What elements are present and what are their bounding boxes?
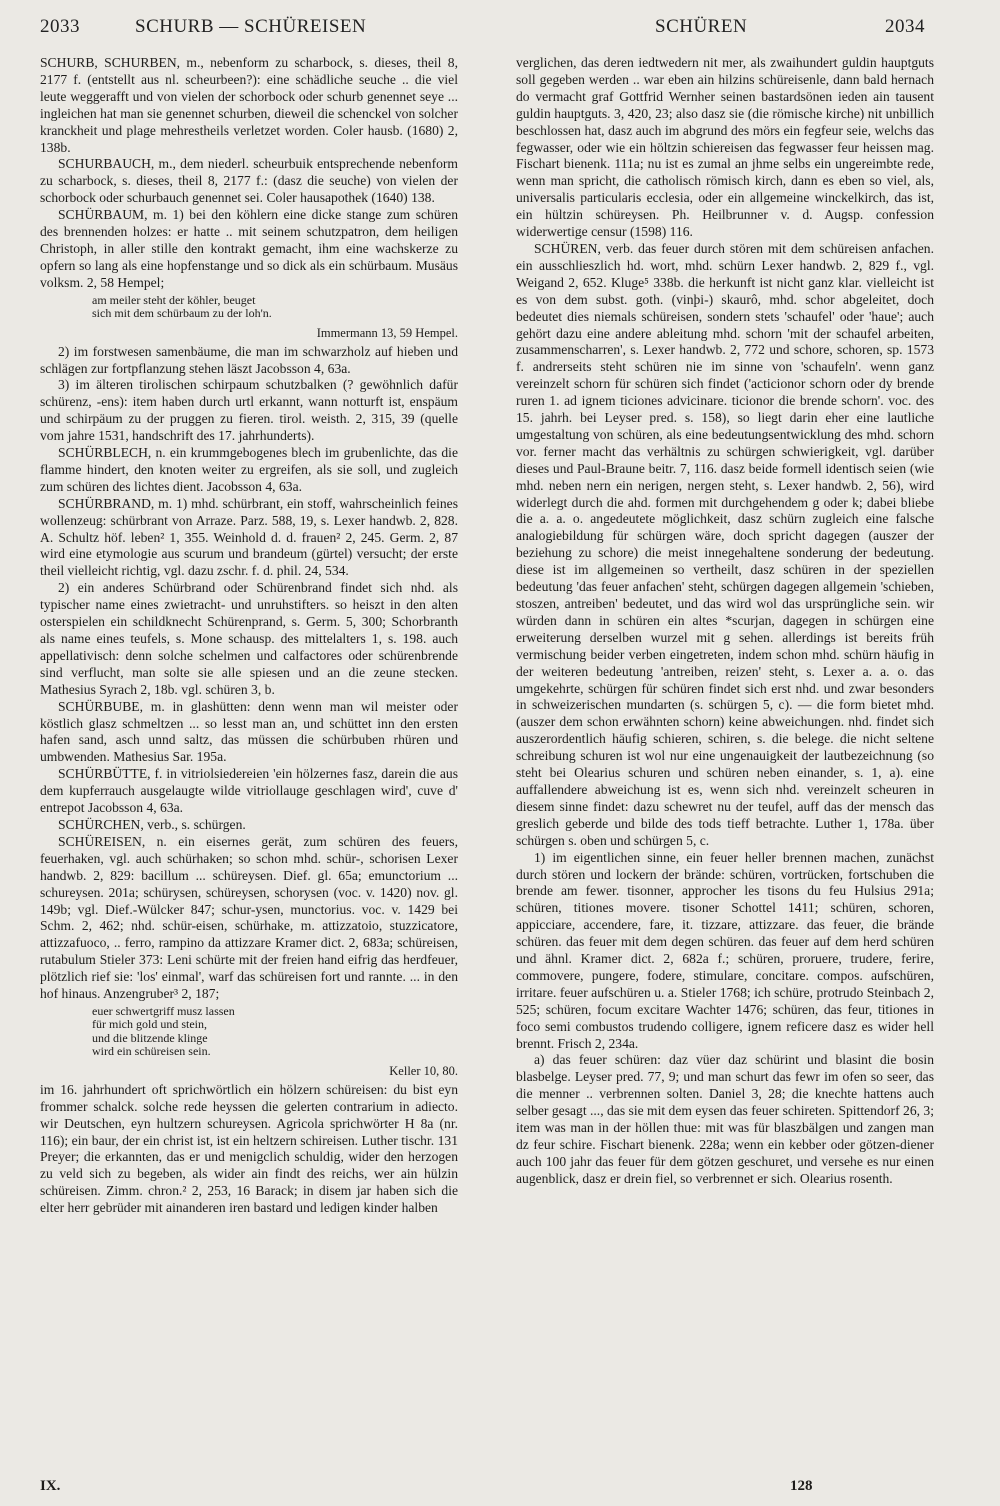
entry-paragraph: 3) im älteren tirolischen schirpaum schutzbalken (? gewöhnlich dafür schürenz, -ens): item haben durch urtl erkannt, wann notturft ist, enspäum und schirpäum zu der pruggen zu fieren. tirol. weisth. 2, 315, 39 (quelle vom jahre 1531, handschrift des 17. jahrhunderts). xyxy=(40,377,458,444)
entry-paragraph: SCHÜRBAUM, m. 1) bei den köhlern eine dicke stange zum schüren des brennenden holzes: er hatte .. mit seinem schutzpatron, dem heiligen Christoph, in aller stille den kontrakt gemacht, ihm eine wachskerze zu opfern so lang als eine hopfenstange und so dick als ein schürbaum. Musäus volksm. 2, 58 Hempel; xyxy=(40,207,458,290)
entry-paragraph: 2) im forstwesen samenbäume, die man im schwarzholz auf hieben und schlägen zur fortpflanzung stehen läszt Jacobsson 4, 63a. xyxy=(40,343,458,376)
quote-source: Immermann 13, 59 Hempel. xyxy=(316,325,458,340)
entry-paragraph: 1) im eigentlichen sinne, ein feuer heller brennen machen, zunächst durch stören und lockern der brände: schüren, vortrücken, fortschuben die brende am fewer. tisonner, approcher les tisons du feu Hulsius 291a; schüren, titiones movere. tisoner Schottel 1411; schüren, schoren, appicciare, accendere, fare, it. tizzare, attizzare. das feuer, die brände schüren. das feuer mit dem degen schüren. das feuer auf dem herd schüren und ähnl. Kramer dict. 2, 682a f.; schüren, proruere, trudere, ferire, commovere, pungere, fodere, stimulare, concitare. compos. aufschüren, irritare. feuer aufschüren u. a. Stieler 1768; ich schüre, protrudo Steinbach 2, 525; schüren, focum excitare Wachter 1476; schüren, das feur, titiones in foco semi combustos trudendo colligere, ignem reficere dasz es wider hell brennt. Frisch 2, 234a. xyxy=(516,849,934,1051)
entry-paragraph: SCHÜREN, verb. das feuer durch stören mit dem schüreisen anfachen. ein ausschlieszlich hd. wort, mhd. schürn Lexer handwb. 2, 829 f., vgl. Weigand 2, 652. Kluge⁵ 338b. die herkunft ist nicht ganz klar. vielleicht ist es von dem subst. goth. (vinþi-) skaurô, mhd. schor abgeleitet, doch bedeutet dies niemals schüreisen, sondern stets 'schaufel' oder 'haue'; auch gehört dazu eine andere ableitung mhd. schorn 'mit der schaufel arbeiten, zusammenscharren', s. Lexer handwb. 2, 772 und schore, schoren, sp. 1573 f. andrerseits steht schüren nie im sinne von 'schaufeln'. wenn ganz vereinzelt schorn für schüren sich findet ('acticionor schorn oder dy brende ruren 1. ad ignem ticiones advicinare. ticionor die brende schorn'. voc. des 15. jahrh. bei Leyser pred. s. 158), so liegt darin eher eine lautliche umgestaltung von schüren, als eine bedeutungsentwicklung des mhd. schorn vor. ferner macht das verhältnis zu schürgen schwierigkeit, vgl. darüber dieses und Paul-Braune beitr. 7, 116. dasz beide formell identisch seien (wie mhd. neben nern ein nerigen, nergen steht, s. Lexer handwb. 2, 56), wird widerlegt durch die ahd. formen mit durchgehendem g oder k; dabei bliebe die a. a. o. angedeutete möglichkeit, dasz schürn zugleich eine falsche analogiebildung für schürgen wäre, doch spricht dagegen (auszer der beziehung zu schore) die meist innegehaltene sonderung der bedeutung. diese ist im allgemeinen so vertheilt, dasz schüren in der speziellen bedeutung 'das feuer anfachen' steht, schürgen dagegen allgemein 'schieben, stoszen, antreiben' bedeutet, und das wird wol das ursprüngliche sein. wir würden dann in schüren ein altes *scurjan, dagegen in schürgen eine erweiterung derselben wurzel mit g sehen. allerdings ist bereits früh vermischung beider verben eingetreten, indem schon mhd. schürn häufig in der weiteren bedeutung 'antreiben, reizen' steht, s. Lexer a. a. o. das umgekehrte, schürgen für schüren findet sich erst nhd. und zwar besonders in schweizerischen mundarten (s. schürgen 5, c). — die form bietet mhd. (auszer dem schon erwähnten schorn) keine abweichungen. nhd. findet sich auszerordentlich häufig schieren, schiren, s. die belege. die nicht seltene schreibung schuren ist wol nur eine ungenauigkeit der lautbezeichnung (so steht bei Olearius schuren und schüren neben einander, s. 1, a). eine auffallendere abweichung ist es, wenn sich nhd. vereinzelt scheuren in diesem sinne findet: dazu schewret nu der teufel, auff das der mensch das greslich geberde und bilde des tods tieff betrachte. Luther 1, 178a. über schürgen s. oben und schürgen 5, c. xyxy=(516,240,934,848)
verse-line: wird ein schüreisen sein. xyxy=(92,1044,211,1059)
entry-paragraph: SCHÜRBÜTTE, f. in vitriolsiedereien 'ein hölzernes fasz, darein die aus dem kupferrauch ausgelaugte wilde vitriollauge geschlagen wird', cuve d' entrepot Jacobsson 4, 63a. xyxy=(40,766,458,816)
verse-line: am meiler steht der köhler, beuget xyxy=(92,292,256,307)
verse-line: und die blitzende klinge xyxy=(92,1030,208,1045)
entry-paragraph: SCHÜRCHEN, verb., s. schürgen. xyxy=(58,816,246,832)
signature-mark: IX. xyxy=(40,1478,61,1494)
entry-paragraph: a) das feuer schüren: daz vüer daz schürint und blasint die bosin blasbelge. Leyser pred. 77, 9; und man schurt das fewr im ofen so seer, das die menner .. verbrennen solten. Daniel 3, 28; die knechte hattens auch selber gesagt ..., das sie mit dem eysen das feuer schireten. Spittendorf 26, 3; item was man in der höllen thue: mit was für blaszbälgen und zangen man dz feur schire. Fischart bienenk. 228a; wenn ein kebber oder götzen-diener auch 100 jahr das feuer für dem götzen geschuret, und versehe es nur einen augenblick, dasz er drein fiel, so verbrennet er sich. Olearius rosenth. xyxy=(516,1052,934,1186)
left-page-number: 2033 xyxy=(40,16,80,37)
quote-source: Keller 10, 80. xyxy=(389,1063,458,1078)
right-running-title: SCHÜREN xyxy=(655,16,748,37)
entry-paragraph: SCHÜRBRAND, m. 1) mhd. schürbrant, ein stoff, wahrscheinlich feines wollenzeug: schürbrant von Arraze. Parz. 588, 19, s. Lexer handwb. 2, 828. A. Schultz höf. leben² 1, 355. Weinhold d. d. frauen² 2, 245. Germ. 2, 87 wird eine etymologie aus scurum und brandeum (gürtel) versucht; der erste theil vielleicht richtig, vgl. dazu zschr. f. d. phil. 24, 534. xyxy=(40,495,458,579)
right-column xyxy=(516,55,934,1188)
entry-paragraph: im 16. jahrhundert oft sprichwörtlich ein hölzern schüreisen: du bist eyn frommer schalck. solche rede heyssen die gelerten contrarium in adiecto. wir Deutschen, eyn hultzern schureysen. Agricola sprichwörter H 8a (nr. 116); ein baur, der ein christ ist, ist ein heltzern schireisen. Luther tischr. 131 Preyer; die erkannten, das er und menigclich schuldig, wider den herzogen zu veld sich zu begeben, als wider ain findt des reichs, wer ain hülzin schüreisen. Zimm. chron.² 2, 253, 16 Barack; in disem jar haben sich die elter herr gebrüder mit ainanderen iren bastard und ledigen kinder halben xyxy=(40,1081,458,1216)
verse-quote xyxy=(92,1005,458,1059)
entry-paragraph: SCHURB, SCHURBEN, m., nebenform zu scharbock, s. dieses, theil 8, 2177 f. (entstellt aus nl. scheurbeen?): eine schädliche seuche .. die viel leute weggerafft und von vielen der schorbock oder schurb genennet seye ... ingleichen hat man sie genennet schurben, dieweil die schenckel von solcher kranckheit und plage mehrestheils verletzet worden. Coler hausb. (1680) 2, 138b. xyxy=(40,55,458,155)
entry-paragraph: SCHÜRBUBE, m. in glashütten: denn wenn man wil meister oder köstlich glasz schmeltzen ... so lesst man an, und schüttet inn den ersten hafen sand, asch unnd saltz, das müssen die schürbuben rhüren und umbwenden. Mathesius Sar. 195a. xyxy=(40,698,458,765)
sheet-number: 128 xyxy=(790,1478,813,1494)
verse-line: für mich gold und stein, xyxy=(92,1017,207,1032)
left-running-title: SCHURB — SCHÜREISEN xyxy=(135,16,367,37)
entry-paragraph: SCHÜREISEN, n. ein eisernes gerät, zum schüren des feuers, feuerhaken, vgl. auch schürhaken; so schon mhd. schür-, schorisen Lexer handwb. 2, 829: bacillum ... schüreysen. Dief. gl. 65a; emunctorium ... schureysen. 201a; schürysen, schüreysen, schorysen (voc. v. 1420) nov. gl. 149b; vgl. Dief.-Wülcker 847; schur-ysen, munctorius. voc. v. 1429 bei Schm. 2, 462; nhd. schür-eisen, schürhake, m. attizzatoio, stuzzicatore, attizzafuoco, .. ferro, rampino da attizzare Kramer dict. 2, 683a; schüreisen, rutabulum Stieler 373: Leni schürte mit der freien hand eifrig das herdfeuer, plötzlich rief sie: 'los' einmal', warf das schüreisen fort und rannte. ... in den hof hinaus. Anzengruber³ 2, 187; xyxy=(40,833,458,1002)
verse-quote xyxy=(92,294,458,321)
entry-paragraph: 2) ein anderes Schürbrand oder Schürenbrand findet sich nhd. als typischer name eines zwietracht- und unruhstifters. so heiszt in den alten osterspielen ein schildknecht Schürenprand, s. Germ. 5, 300; Schorbranth als name eines teufels, s. Mone schausp. des mittelalters 1, s. 198. auch appellativisch: denn solche schelmen und calfactores oder schürenbrende sind verflucht, man solte sie alle spiesen und an die zeune stecken. Mathesius Syrach 2, 18b. vgl. schüren 3, b. xyxy=(40,580,458,697)
entry-paragraph: verglichen, das deren iedtwedern nit mer, als zwaihundert guldin hauptguts soll gegeben werden .. war eben ain hilzins schüreisenle, dann bald hernach do vermacht graf Gottfrid Wernher seinen bastardsönen ieden ain tausent guldin hauptguts. 3, 420, 23; also dasz sie (die römische kirche) nit unbillich beschlossen hat, dasz auch im abgrund des mörs ein fegfeur seie, welchs das fegwasser, oder wie ein höltzin schiereisen das fegwasser feur heissen mag. Fischart bienenk. 111a; nu ist es zumal an jhme selbs ein ungereimbte rede, wenn man spricht, die catholisch römisch kirch, dann es eben so viel, als, universalis particularis ecclesia, oder ein allgemeine winckelkirch, das ist, ein hültzin schüreysen. Ph. Heilbrunner v. d. Augsp. confession widerwertige censur (1598) 116. xyxy=(516,55,934,240)
left-column xyxy=(40,55,458,1217)
entry-paragraph: SCHURBAUCH, m., dem niederl. scheurbuik entsprechende nebenform zu scharbock, s. dieses, theil 8, 2177 f.: (dasz die seuche) von vielen der schorbock oder schurbauch genennet sei. Coler hausapothek (1640) 138. xyxy=(40,156,458,206)
right-page-number: 2034 xyxy=(885,16,925,37)
entry-paragraph: SCHÜRBLECH, n. ein krummgebogenes blech im grubenlichte, das die flamme hindert, den knoten weiter zu ergreifen, als sie soll, und zugleich zum schüren des lichtes dient. Jacobsson 4, 63a. xyxy=(40,445,458,494)
verse-line: sich mit dem schürbaum zu der loh'n. xyxy=(92,306,272,321)
verse-line: euer schwertgriff musz lassen xyxy=(92,1003,235,1018)
